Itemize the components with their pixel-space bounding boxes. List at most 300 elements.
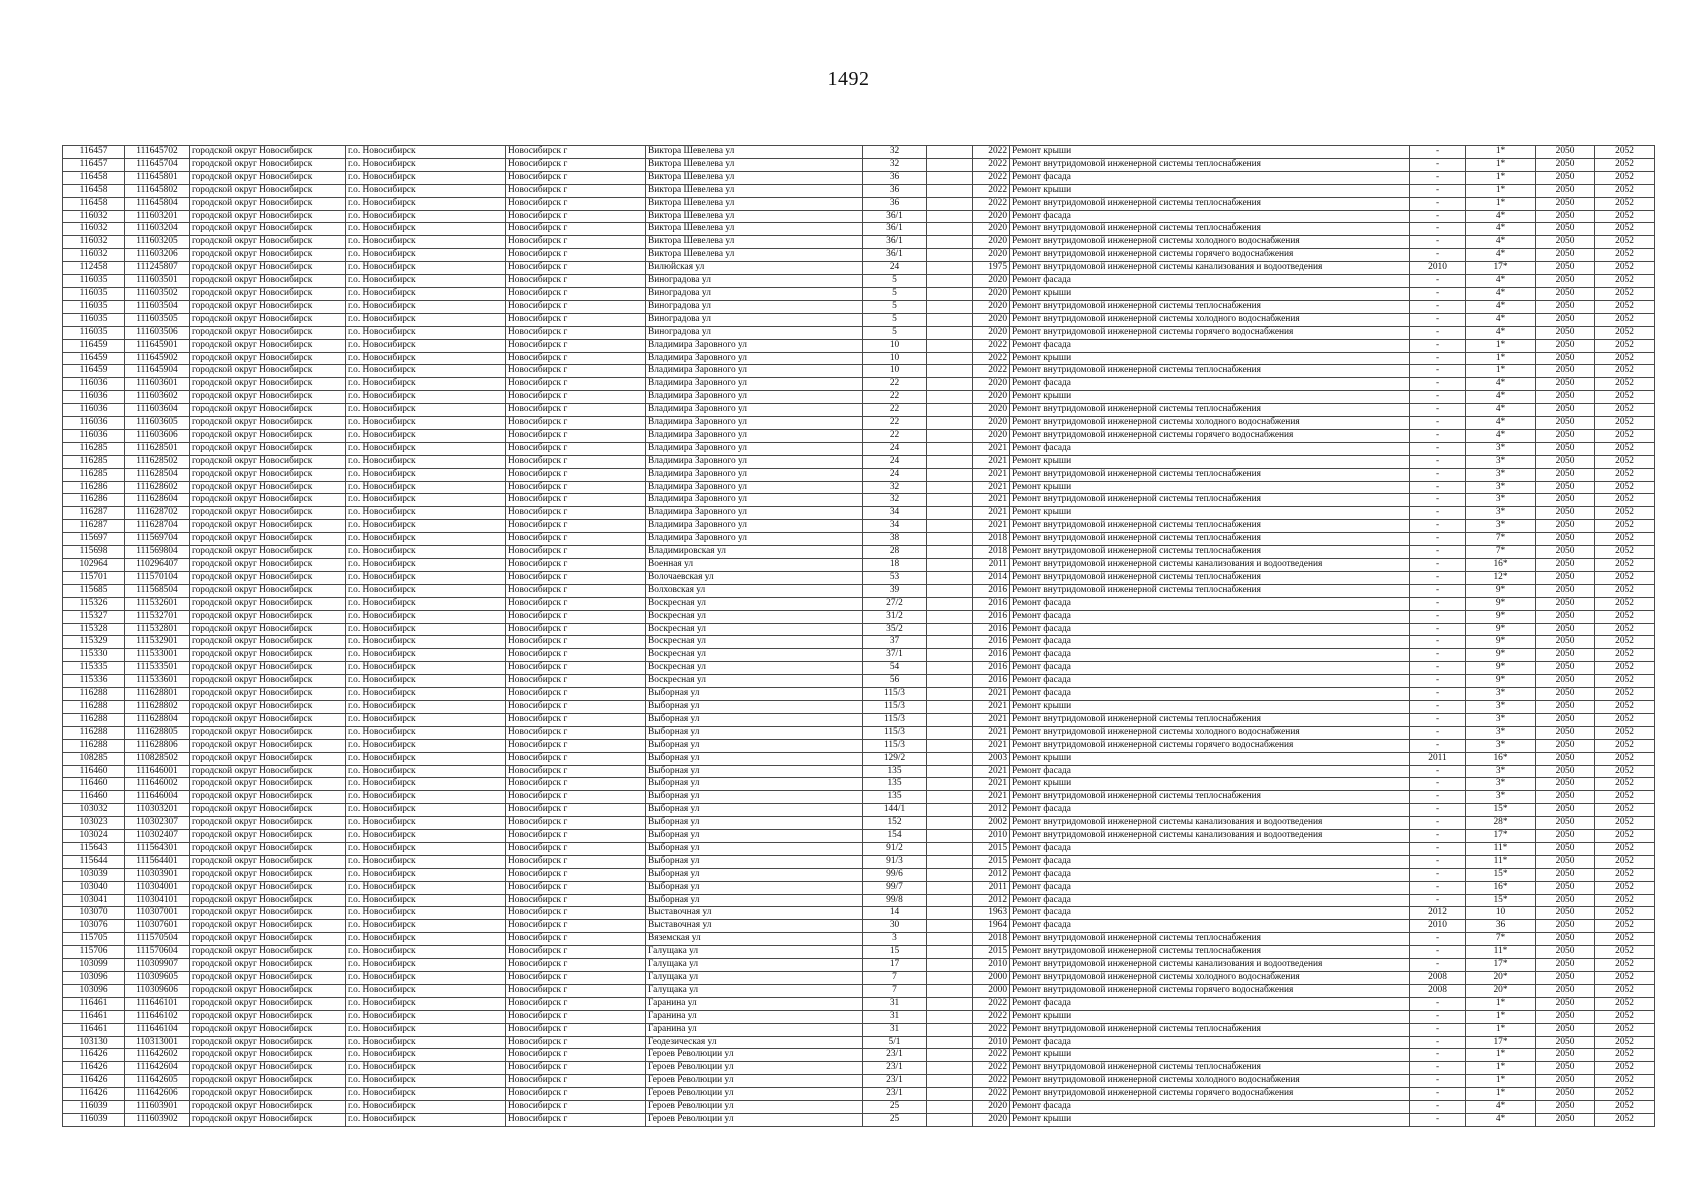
plan-start-cell: 2050 [1536, 739, 1595, 752]
work-id-cell: 111570604 [125, 946, 190, 959]
plan-end-cell: 2052 [1595, 584, 1655, 597]
work-type-cell: Ремонт внутридомовой инженерной системы теплоснабжения [1010, 1023, 1410, 1036]
district-cell: г.о. Новосибирск [346, 1101, 506, 1114]
district-cell: г.о. Новосибирск [346, 791, 506, 804]
house-number-cell: 22 [863, 429, 927, 442]
term-cell: 3* [1466, 700, 1536, 713]
plan-start-cell: 2050 [1536, 959, 1595, 972]
year-built-cell: 2016 [973, 675, 1010, 688]
year-built-cell: 2020 [973, 391, 1010, 404]
district-cell: г.о. Новосибирск [346, 946, 506, 959]
street-cell: Виктора Шевелева ул [646, 158, 863, 171]
plan-start-cell: 2050 [1536, 546, 1595, 559]
table-row [63, 778, 1655, 791]
plan-start-cell: 2050 [1536, 468, 1595, 481]
locality-cell: Новосибирск г [506, 481, 646, 494]
year-built-cell: 2020 [973, 223, 1010, 236]
locality-cell: Новосибирск г [506, 494, 646, 507]
work-type-cell: Ремонт крыши [1010, 184, 1410, 197]
plan-end-cell: 2052 [1595, 559, 1655, 572]
work-id-cell: 111603505 [125, 313, 190, 326]
municipality-cell: городской округ Новосибирск [190, 468, 346, 481]
building-cell [927, 417, 973, 430]
table-row [63, 713, 1655, 726]
work-type-cell: Ремонт внутридомовой инженерной системы теплоснабжения [1010, 546, 1410, 559]
table-row [63, 997, 1655, 1010]
district-cell: г.о. Новосибирск [346, 507, 506, 520]
table-row [63, 842, 1655, 855]
work-id-cell: 111628805 [125, 726, 190, 739]
work-id-cell: 110304001 [125, 881, 190, 894]
locality-cell: Новосибирск г [506, 158, 646, 171]
building-cell [927, 1023, 973, 1036]
street-cell: Волочаевская ул [646, 571, 863, 584]
municipality-cell: городской округ Новосибирск [190, 636, 346, 649]
plan-end-cell: 2052 [1595, 907, 1655, 920]
plan-start-cell: 2050 [1536, 855, 1595, 868]
last-repair-year-cell: - [1410, 662, 1466, 675]
house-number-cell: 32 [863, 494, 927, 507]
building-cell [927, 262, 973, 275]
plan-start-cell: 2050 [1536, 158, 1595, 171]
term-cell: 3* [1466, 791, 1536, 804]
building-cell [927, 817, 973, 830]
work-type-cell: Ремонт внутридомовой инженерной системы холодного водоснабжения [1010, 972, 1410, 985]
plan-end-cell: 2052 [1595, 339, 1655, 352]
locality-cell: Новосибирск г [506, 210, 646, 223]
table-row [63, 984, 1655, 997]
street-cell: Галущака ул [646, 959, 863, 972]
work-id-cell: 111645702 [125, 146, 190, 159]
last-repair-year-cell: - [1410, 417, 1466, 430]
building-cell [927, 700, 973, 713]
work-type-cell: Ремонт фасада [1010, 894, 1410, 907]
work-id-cell: 111570504 [125, 933, 190, 946]
last-repair-year-cell: - [1410, 184, 1466, 197]
plan-start-cell: 2050 [1536, 275, 1595, 288]
locality-cell: Новосибирск г [506, 894, 646, 907]
locality-cell: Новосибирск г [506, 1023, 646, 1036]
locality-cell: Новосибирск г [506, 300, 646, 313]
term-cell: 4* [1466, 287, 1536, 300]
work-id-cell: 111642605 [125, 1075, 190, 1088]
municipality-cell: городской округ Новосибирск [190, 520, 346, 533]
district-cell: г.о. Новосибирск [346, 1062, 506, 1075]
house-id-cell: 116460 [63, 791, 125, 804]
work-id-cell: 111569804 [125, 546, 190, 559]
house-number-cell: 10 [863, 365, 927, 378]
locality-cell: Новосибирск г [506, 610, 646, 623]
house-number-cell: 115/3 [863, 739, 927, 752]
house-id-cell: 103023 [63, 817, 125, 830]
work-id-cell: 111532701 [125, 610, 190, 623]
last-repair-year-cell: - [1410, 429, 1466, 442]
street-cell: Выборная ул [646, 830, 863, 843]
district-cell: г.о. Новосибирск [346, 804, 506, 817]
table-row [63, 855, 1655, 868]
plan-end-cell: 2052 [1595, 507, 1655, 520]
last-repair-year-cell: - [1410, 881, 1466, 894]
street-cell: Владимира Заровного ул [646, 520, 863, 533]
locality-cell: Новосибирск г [506, 571, 646, 584]
district-cell: г.о. Новосибирск [346, 378, 506, 391]
table-row [63, 417, 1655, 430]
district-cell: г.о. Новосибирск [346, 636, 506, 649]
year-built-cell: 2021 [973, 778, 1010, 791]
street-cell: Выборная ул [646, 713, 863, 726]
plan-start-cell: 2050 [1536, 262, 1595, 275]
municipality-cell: городской округ Новосибирск [190, 1023, 346, 1036]
house-id-cell: 116460 [63, 778, 125, 791]
street-cell: Виноградова ул [646, 313, 863, 326]
building-cell [927, 197, 973, 210]
locality-cell: Новосибирск г [506, 520, 646, 533]
work-type-cell: Ремонт крыши [1010, 146, 1410, 159]
last-repair-year-cell: - [1410, 559, 1466, 572]
street-cell: Виноградова ул [646, 326, 863, 339]
municipality-cell: городской округ Новосибирск [190, 158, 346, 171]
house-id-cell: 116285 [63, 455, 125, 468]
year-built-cell: 2016 [973, 649, 1010, 662]
district-cell: г.о. Новосибирск [346, 339, 506, 352]
year-built-cell: 2016 [973, 623, 1010, 636]
district-cell: г.о. Новосибирск [346, 300, 506, 313]
year-built-cell: 2010 [973, 830, 1010, 843]
district-cell: г.о. Новосибирск [346, 1023, 506, 1036]
house-number-cell: 22 [863, 391, 927, 404]
district-cell: г.о. Новосибирск [346, 533, 506, 546]
street-cell: Героев Революции ул [646, 1113, 863, 1126]
year-built-cell: 1975 [973, 262, 1010, 275]
municipality-cell: городской округ Новосибирск [190, 1036, 346, 1049]
building-cell [927, 223, 973, 236]
plan-start-cell: 2050 [1536, 197, 1595, 210]
table-row [63, 649, 1655, 662]
term-cell: 1* [1466, 197, 1536, 210]
plan-start-cell: 2050 [1536, 1049, 1595, 1062]
table-row [63, 817, 1655, 830]
work-id-cell: 111533501 [125, 662, 190, 675]
table-row [63, 946, 1655, 959]
district-cell: г.о. Новосибирск [346, 765, 506, 778]
term-cell: 4* [1466, 313, 1536, 326]
house-number-cell: 152 [863, 817, 927, 830]
building-cell [927, 984, 973, 997]
street-cell: Гаранина ул [646, 997, 863, 1010]
building-cell [927, 765, 973, 778]
year-built-cell: 2021 [973, 700, 1010, 713]
locality-cell: Новосибирск г [506, 636, 646, 649]
plan-end-cell: 2052 [1595, 920, 1655, 933]
work-id-cell: 111603204 [125, 223, 190, 236]
term-cell: 16* [1466, 752, 1536, 765]
work-type-cell: Ремонт фасада [1010, 210, 1410, 223]
work-type-cell: Ремонт фасада [1010, 378, 1410, 391]
plan-start-cell: 2050 [1536, 662, 1595, 675]
term-cell: 7* [1466, 933, 1536, 946]
locality-cell: Новосибирск г [506, 765, 646, 778]
plan-start-cell: 2050 [1536, 584, 1595, 597]
district-cell: г.о. Новосибирск [346, 1010, 506, 1023]
plan-end-cell: 2052 [1595, 171, 1655, 184]
building-cell [927, 339, 973, 352]
year-built-cell: 1964 [973, 920, 1010, 933]
municipality-cell: городской округ Новосибирск [190, 881, 346, 894]
term-cell: 9* [1466, 623, 1536, 636]
building-cell [927, 688, 973, 701]
street-cell: Выборная ул [646, 739, 863, 752]
table-row [63, 571, 1655, 584]
work-type-cell: Ремонт фасада [1010, 855, 1410, 868]
term-cell: 16* [1466, 559, 1536, 572]
last-repair-year-cell: - [1410, 1088, 1466, 1101]
building-cell [927, 1036, 973, 1049]
building-cell [927, 584, 973, 597]
table-row [63, 1113, 1655, 1126]
work-id-cell: 111564301 [125, 842, 190, 855]
plan-start-cell: 2050 [1536, 649, 1595, 662]
plan-start-cell: 2050 [1536, 429, 1595, 442]
building-cell [927, 907, 973, 920]
plan-end-cell: 2052 [1595, 404, 1655, 417]
locality-cell: Новосибирск г [506, 584, 646, 597]
year-built-cell: 2021 [973, 507, 1010, 520]
municipality-cell: городской округ Новосибирск [190, 404, 346, 417]
term-cell: 12* [1466, 571, 1536, 584]
term-cell: 1* [1466, 365, 1536, 378]
street-cell: Виктора Шевелева ул [646, 197, 863, 210]
plan-end-cell: 2052 [1595, 378, 1655, 391]
year-built-cell: 2016 [973, 636, 1010, 649]
last-repair-year-cell: - [1410, 791, 1466, 804]
house-id-cell: 116426 [63, 1088, 125, 1101]
district-cell: г.о. Новосибирск [346, 520, 506, 533]
table-row [63, 1023, 1655, 1036]
municipality-cell: городской округ Новосибирск [190, 920, 346, 933]
building-cell [927, 352, 973, 365]
building-cell [927, 158, 973, 171]
municipality-cell: городской округ Новосибирск [190, 210, 346, 223]
table-row [63, 171, 1655, 184]
term-cell: 9* [1466, 610, 1536, 623]
plan-end-cell: 2052 [1595, 972, 1655, 985]
table-row [63, 429, 1655, 442]
plan-start-cell: 2050 [1536, 1101, 1595, 1114]
street-cell: Владимира Заровного ул [646, 507, 863, 520]
building-cell [927, 881, 973, 894]
year-built-cell: 2021 [973, 765, 1010, 778]
work-type-cell: Ремонт внутридомовой инженерной системы теплоснабжения [1010, 520, 1410, 533]
municipality-cell: городской округ Новосибирск [190, 868, 346, 881]
table-row [63, 868, 1655, 881]
locality-cell: Новосибирск г [506, 533, 646, 546]
house-number-cell: 15 [863, 946, 927, 959]
street-cell: Выборная ул [646, 726, 863, 739]
district-cell: г.о. Новосибирск [346, 623, 506, 636]
district-cell: г.о. Новосибирск [346, 1113, 506, 1126]
work-type-cell: Ремонт фасада [1010, 688, 1410, 701]
plan-start-cell: 2050 [1536, 223, 1595, 236]
year-built-cell: 2022 [973, 365, 1010, 378]
house-number-cell: 24 [863, 455, 927, 468]
year-built-cell: 2015 [973, 855, 1010, 868]
plan-start-cell: 2050 [1536, 365, 1595, 378]
year-built-cell: 2012 [973, 868, 1010, 881]
locality-cell: Новосибирск г [506, 313, 646, 326]
district-cell: г.о. Новосибирск [346, 662, 506, 675]
street-cell: Выборная ул [646, 778, 863, 791]
building-cell [927, 249, 973, 262]
last-repair-year-cell: - [1410, 868, 1466, 881]
house-number-cell: 32 [863, 146, 927, 159]
house-id-cell: 115335 [63, 662, 125, 675]
work-type-cell: Ремонт фасада [1010, 649, 1410, 662]
work-id-cell: 111645902 [125, 352, 190, 365]
last-repair-year-cell: - [1410, 287, 1466, 300]
plan-end-cell: 2052 [1595, 765, 1655, 778]
house-number-cell: 25 [863, 1101, 927, 1114]
building-cell [927, 468, 973, 481]
municipality-cell: городской округ Новосибирск [190, 946, 346, 959]
house-id-cell: 103024 [63, 830, 125, 843]
street-cell: Воскресная ул [646, 610, 863, 623]
house-number-cell: 36/1 [863, 236, 927, 249]
building-cell [927, 752, 973, 765]
municipality-cell: городской округ Новосибирск [190, 752, 346, 765]
plan-start-cell: 2050 [1536, 1023, 1595, 1036]
plan-start-cell: 2050 [1536, 249, 1595, 262]
municipality-cell: городской округ Новосибирск [190, 894, 346, 907]
plan-start-cell: 2050 [1536, 339, 1595, 352]
table-row [63, 933, 1655, 946]
street-cell: Выборная ул [646, 817, 863, 830]
work-type-cell: Ремонт крыши [1010, 391, 1410, 404]
building-cell [927, 1075, 973, 1088]
locality-cell: Новосибирск г [506, 597, 646, 610]
plan-end-cell: 2052 [1595, 610, 1655, 623]
plan-start-cell: 2050 [1536, 442, 1595, 455]
house-id-cell: 116035 [63, 287, 125, 300]
district-cell: г.о. Новосибирск [346, 675, 506, 688]
municipality-cell: городской округ Новосибирск [190, 1101, 346, 1114]
district-cell: г.о. Новосибирск [346, 210, 506, 223]
work-type-cell: Ремонт крыши [1010, 507, 1410, 520]
work-type-cell: Ремонт внутридомовой инженерной системы канализования и водоотведения [1010, 559, 1410, 572]
house-number-cell: 54 [863, 662, 927, 675]
house-id-cell: 115685 [63, 584, 125, 597]
year-built-cell: 2022 [973, 1088, 1010, 1101]
plan-start-cell: 2050 [1536, 972, 1595, 985]
building-cell [927, 675, 973, 688]
table-row [63, 442, 1655, 455]
last-repair-year-cell: 2008 [1410, 984, 1466, 997]
term-cell: 3* [1466, 468, 1536, 481]
street-cell: Владимира Заровного ул [646, 391, 863, 404]
work-type-cell: Ремонт внутридомовой инженерной системы теплоснабжения [1010, 223, 1410, 236]
municipality-cell: городской округ Новосибирск [190, 146, 346, 159]
work-id-cell: 111532601 [125, 597, 190, 610]
plan-end-cell: 2052 [1595, 533, 1655, 546]
plan-start-cell: 2050 [1536, 881, 1595, 894]
plan-end-cell: 2052 [1595, 713, 1655, 726]
building-cell [927, 559, 973, 572]
last-repair-year-cell: - [1410, 584, 1466, 597]
plan-end-cell: 2052 [1595, 894, 1655, 907]
street-cell: Воскресная ул [646, 597, 863, 610]
term-cell: 1* [1466, 997, 1536, 1010]
last-repair-year-cell: - [1410, 649, 1466, 662]
locality-cell: Новосибирск г [506, 429, 646, 442]
house-id-cell: 116288 [63, 713, 125, 726]
building-cell [927, 726, 973, 739]
plan-end-cell: 2052 [1595, 1036, 1655, 1049]
year-built-cell: 2020 [973, 300, 1010, 313]
table-row [63, 752, 1655, 765]
work-id-cell: 111628504 [125, 468, 190, 481]
table-row [63, 287, 1655, 300]
plan-start-cell: 2050 [1536, 287, 1595, 300]
district-cell: г.о. Новосибирск [346, 481, 506, 494]
term-cell: 15* [1466, 868, 1536, 881]
work-id-cell: 111603901 [125, 1101, 190, 1114]
work-id-cell: 110296407 [125, 559, 190, 572]
municipality-cell: городской округ Новосибирск [190, 649, 346, 662]
plan-end-cell: 2052 [1595, 391, 1655, 404]
district-cell: г.о. Новосибирск [346, 894, 506, 907]
municipality-cell: городской округ Новосибирск [190, 429, 346, 442]
house-number-cell: 36 [863, 184, 927, 197]
term-cell: 3* [1466, 442, 1536, 455]
work-type-cell: Ремонт внутридомовой инженерной системы канализования и водоотведения [1010, 817, 1410, 830]
plan-end-cell: 2052 [1595, 842, 1655, 855]
building-cell [927, 507, 973, 520]
table-row [63, 236, 1655, 249]
work-id-cell: 111646101 [125, 997, 190, 1010]
district-cell: г.о. Новосибирск [346, 584, 506, 597]
locality-cell: Новосибирск г [506, 442, 646, 455]
last-repair-year-cell: - [1410, 597, 1466, 610]
municipality-cell: городской округ Новосибирск [190, 171, 346, 184]
year-built-cell: 2018 [973, 933, 1010, 946]
house-id-cell: 116461 [63, 1010, 125, 1023]
house-number-cell: 28 [863, 546, 927, 559]
locality-cell: Новосибирск г [506, 559, 646, 572]
year-built-cell: 2015 [973, 946, 1010, 959]
table-row [63, 830, 1655, 843]
term-cell: 4* [1466, 429, 1536, 442]
work-type-cell: Ремонт крыши [1010, 481, 1410, 494]
year-built-cell: 2012 [973, 894, 1010, 907]
house-number-cell: 7 [863, 984, 927, 997]
work-id-cell: 110309907 [125, 959, 190, 972]
last-repair-year-cell: 2010 [1410, 262, 1466, 275]
locality-cell: Новосибирск г [506, 868, 646, 881]
plan-start-cell: 2050 [1536, 481, 1595, 494]
building-cell [927, 378, 973, 391]
table-row [63, 378, 1655, 391]
work-id-cell: 111603504 [125, 300, 190, 313]
street-cell: Владимира Заровного ул [646, 455, 863, 468]
building-cell [927, 1113, 973, 1126]
locality-cell: Новосибирск г [506, 275, 646, 288]
municipality-cell: городской округ Новосибирск [190, 365, 346, 378]
district-cell: г.о. Новосибирск [346, 184, 506, 197]
plan-end-cell: 2052 [1595, 675, 1655, 688]
table-row [63, 959, 1655, 972]
house-number-cell: 37/1 [863, 649, 927, 662]
work-id-cell: 110307001 [125, 907, 190, 920]
plan-start-cell: 2050 [1536, 210, 1595, 223]
